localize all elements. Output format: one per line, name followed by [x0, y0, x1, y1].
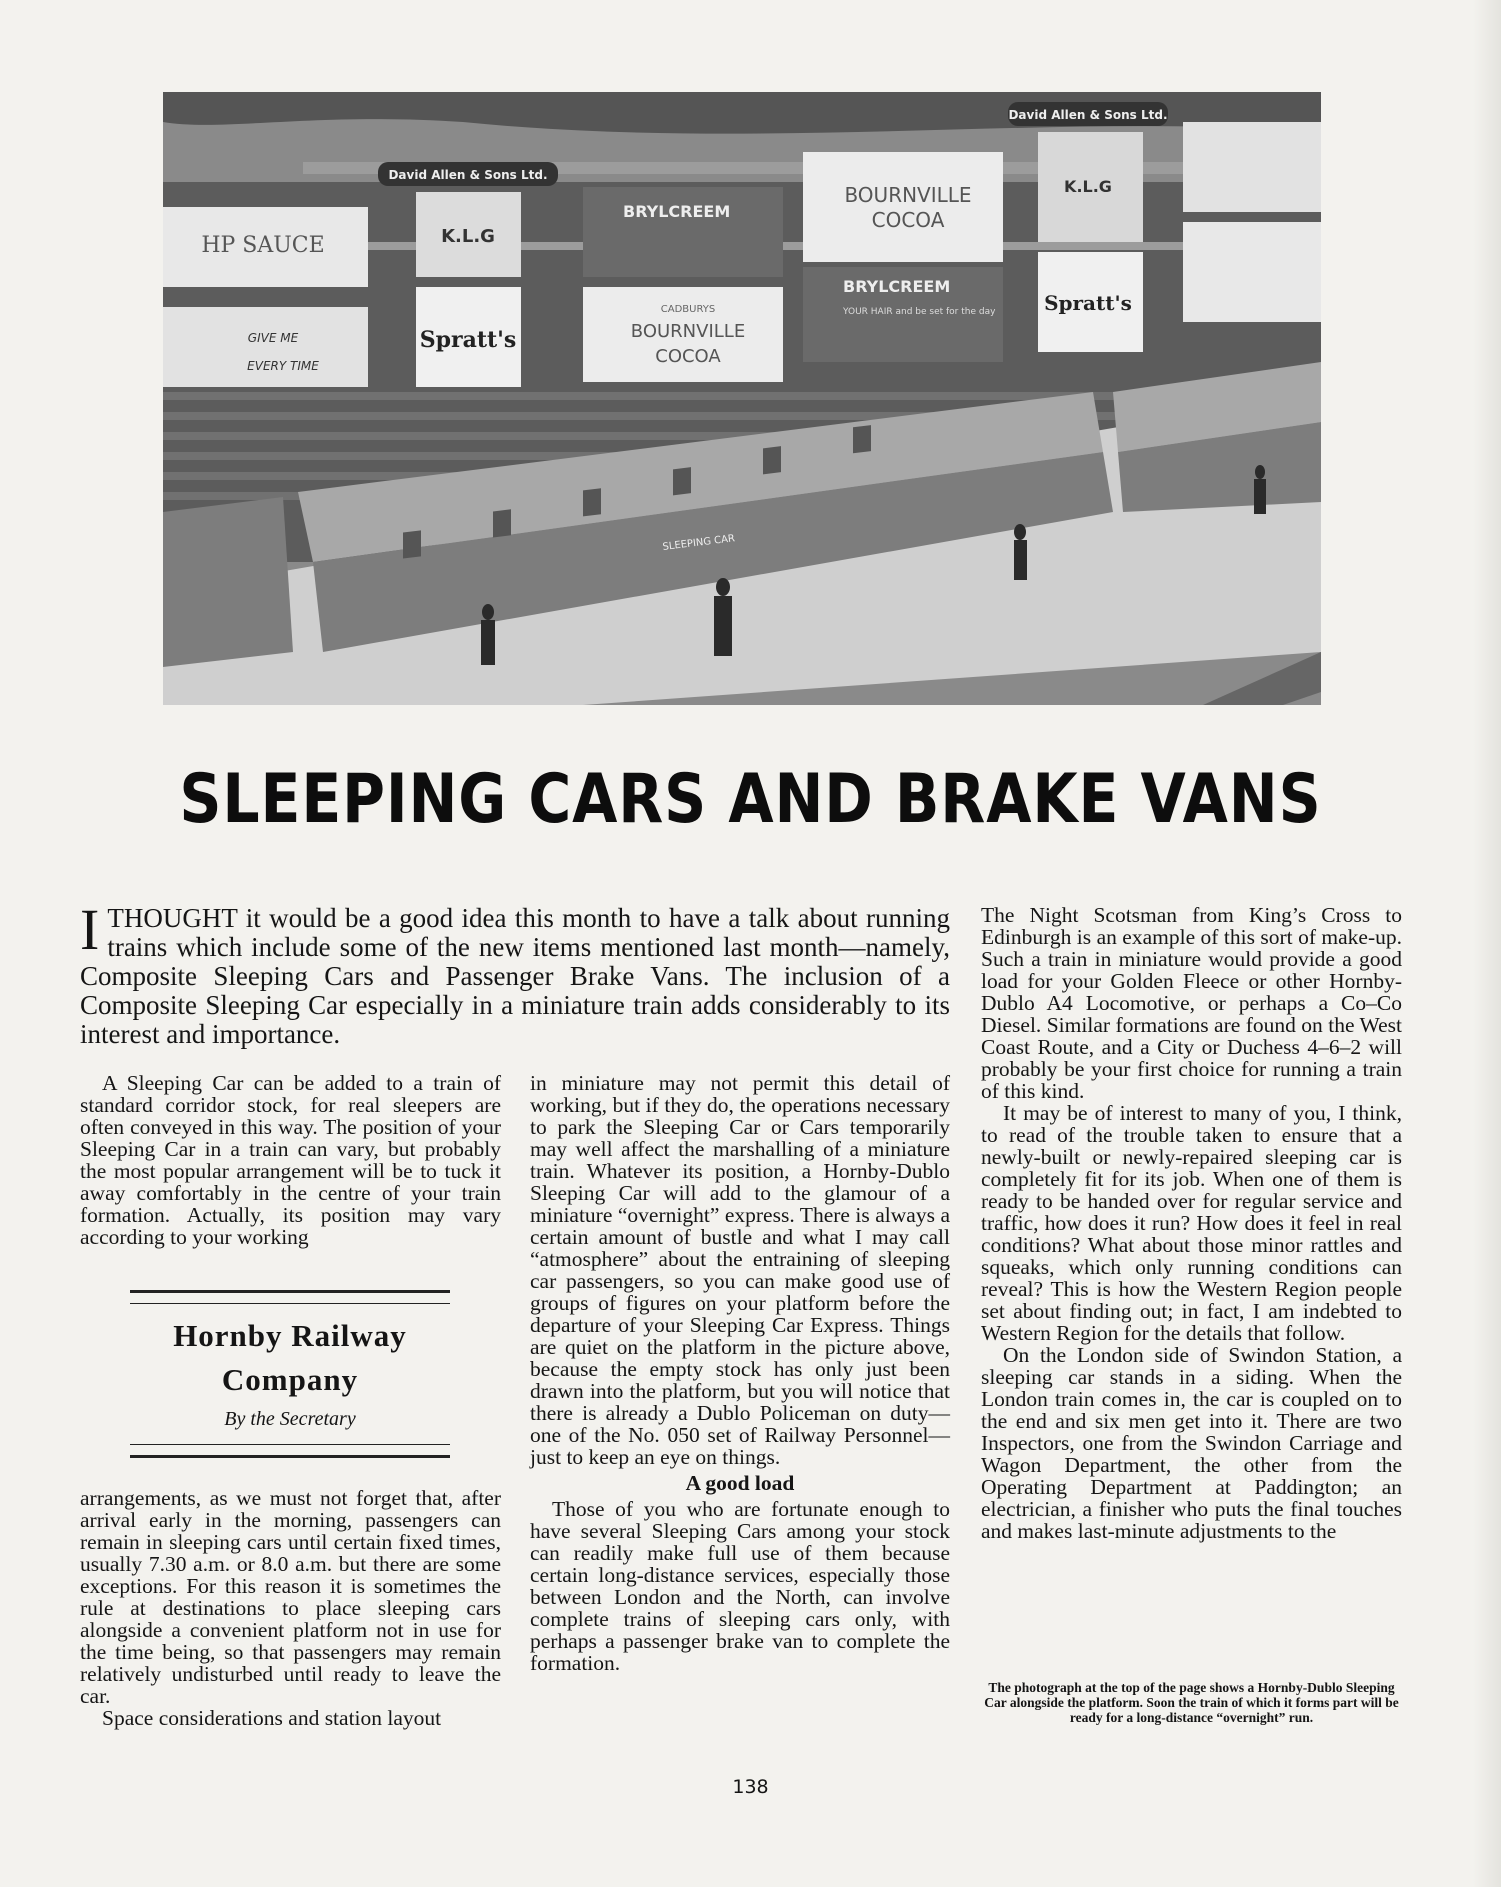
column-1-bottom — [80, 1487, 501, 1729]
column-3 — [981, 904, 1402, 1542]
svg-text:BOURNVILLE: BOURNVILLE — [844, 183, 972, 207]
box-title-line-1: Hornby Railway — [173, 1318, 407, 1353]
coach-label: SLEEPING CAR — [662, 533, 736, 553]
page-number: 138 — [732, 1776, 769, 1798]
intro-text: THOUGHT it would be a good idea this month to have a talk about running trains which include some of the new items mentioned last month—namely, Composite Sleeping Cars and Passenger Brake Vans. The inclusion of a Composite Sleeping Car especially in a miniature train adds considerably to its interest and importance. — [80, 903, 950, 1049]
frame-plate-left: David Allen & Sons Ltd. — [388, 168, 548, 182]
box-title-line-2: Company — [221, 1362, 359, 1397]
column-1-top — [80, 1072, 501, 1248]
frame-plate-right: David Allen & Sons Ltd. — [1008, 108, 1168, 122]
page-edge-shadow — [1473, 0, 1501, 1887]
column-2 — [530, 1072, 950, 1674]
dropcap: I — [80, 897, 100, 962]
model-railway-photo — [163, 92, 1321, 705]
svg-text:COCOA: COCOA — [871, 208, 945, 232]
brylcreem-slogan: YOUR HAIR and be set for the day — [843, 307, 996, 317]
column-1-paragraph-3: Space considerations and station layout — [102, 1706, 442, 1730]
column-2-paragraph-1: in miniature may not permit this detail of working, but if they do, the operations necessary to park the Sleeping Car or Cars temporarily may well affect the marshalling of a miniature train. Whatever its position, a Hornby-Dublo Sleeping Car will add to the glamour of a miniature “overnight” express. There is always a certain amount of bustle and what I may call “atmosphere” about the entraining of sleeping car passengers, so you can make good use of groups of figures on your platform before the departure of your Sleeping Car Express. Things are quiet on the platform in the picture above, because the empty stock has only just been drawn into the platform, but you will notice that there is already a Dublo Policeman on duty—one of the No. 050 set of Railway Personnel—just to keep an eye on things. — [530, 1071, 950, 1469]
brylcreem-poster: BRYLCREEM — [623, 202, 731, 221]
column-3-paragraph-1: The Night Scotsman from King’s Cross to Edinburgh is an example of this sort of make-up. Such a train in miniature would provide a good load for your Golden Fleece or other Hornby-Dublo A4 Locomotive, or perhaps a Co–Co Diesel. Similar formations are found on the West Coast Route, and a City or Duchess 4–6–2 will probably be your first choice for running a train of this kind. — [981, 903, 1402, 1103]
box-top-rule — [130, 1290, 450, 1304]
bournville-poster: BOURNVILLE — [630, 321, 746, 342]
cocoa-poster: COCOA — [655, 346, 721, 367]
box-bottom-rule — [130, 1444, 450, 1458]
column-1-paragraph-2: arrangements, as we must not forget that, after arrival early in the morning, passengers can remain in sleeping cars until certain fixed times, usually 7.30 a.m. or 8.0 a.m. but there are some exceptions. For this reason it is sometimes the rule at destinations to place sleeping cars alongside a convenient platform not in use for the time being, so that passengers may remain relatively undisturbed until ready to leave the car. — [80, 1486, 501, 1708]
klg-poster: K.L.G — [441, 226, 495, 247]
column-1-paragraph-1: A Sleeping Car can be added to a train of standard corridor stock, for real sleepers are often conveyed in this way. The position of your Sleeping Car in a train can vary, but probably the most popular arrangement will be to tuck it away comfortably in the centre of your train formation. Actually, its position may vary according to your working — [80, 1071, 501, 1249]
photo-caption: The photograph at the top of the page shows a Hornby-Dublo Sleeping Car alongside the platform. Soon the train of which it forms part will be ready for a long-distance “overnight” run. — [984, 1680, 1399, 1725]
svg-text:BRYLCREEM: BRYLCREEM — [843, 277, 951, 296]
cadburys-poster: CADBURYS — [660, 304, 716, 315]
hrc-heading-box — [130, 1290, 450, 1460]
column-3-paragraph-3: On the London side of Swindon Station, a sleeping car stands in a siding. When the London train comes in, the car is coupled on to the end and six men get into it. There are two Inspectors, one from the Swindon Carriage and Wagon Department, the other from the Operating Department at Paddington; an electrician, a finisher who puts the final touches and makes last-minute adjustments to the — [981, 1343, 1402, 1543]
spratts-poster: Spratt's — [419, 327, 517, 353]
article-headline: SLEEPING CARS AND BRAKE VANS — [179, 760, 1322, 839]
svg-text:Spratt's: Spratt's — [1044, 291, 1132, 315]
subheading-good-load: A good load — [685, 1471, 795, 1495]
column-2-paragraph-2: Those of you who are fortunate enough to have several Sleeping Cars among your stock can readily make full use of them because certain long-distance services, especially those between London and the North, can involve complete trains of sleeping cars only, with perhaps a passenger brake van to complete the formation. — [530, 1497, 950, 1675]
hp-sauce-poster: HP SAUCE — [201, 233, 325, 258]
every-time-poster: EVERY TIME — [247, 359, 319, 373]
intro-paragraph — [80, 897, 950, 1049]
give-me-poster: GIVE ME — [247, 331, 299, 345]
column-3-paragraph-2: It may be of interest to many of you, I think, to read of the trouble taken to ensure that a newly-built or newly-repaired sleeping car is completely fit for its job. When one of them is ready to be handed over for regular service and traffic, how does it run? How does it feel in real conditions? What about those minor rattles and squeaks, which only running conditions can reveal? This is how the Western Region people set about finding out; in fact, I am indebted to Western Region for the details that follow. — [981, 1101, 1402, 1345]
svg-text:K.L.G: K.L.G — [1064, 177, 1112, 196]
box-byline: By the Secretary — [224, 1408, 356, 1430]
